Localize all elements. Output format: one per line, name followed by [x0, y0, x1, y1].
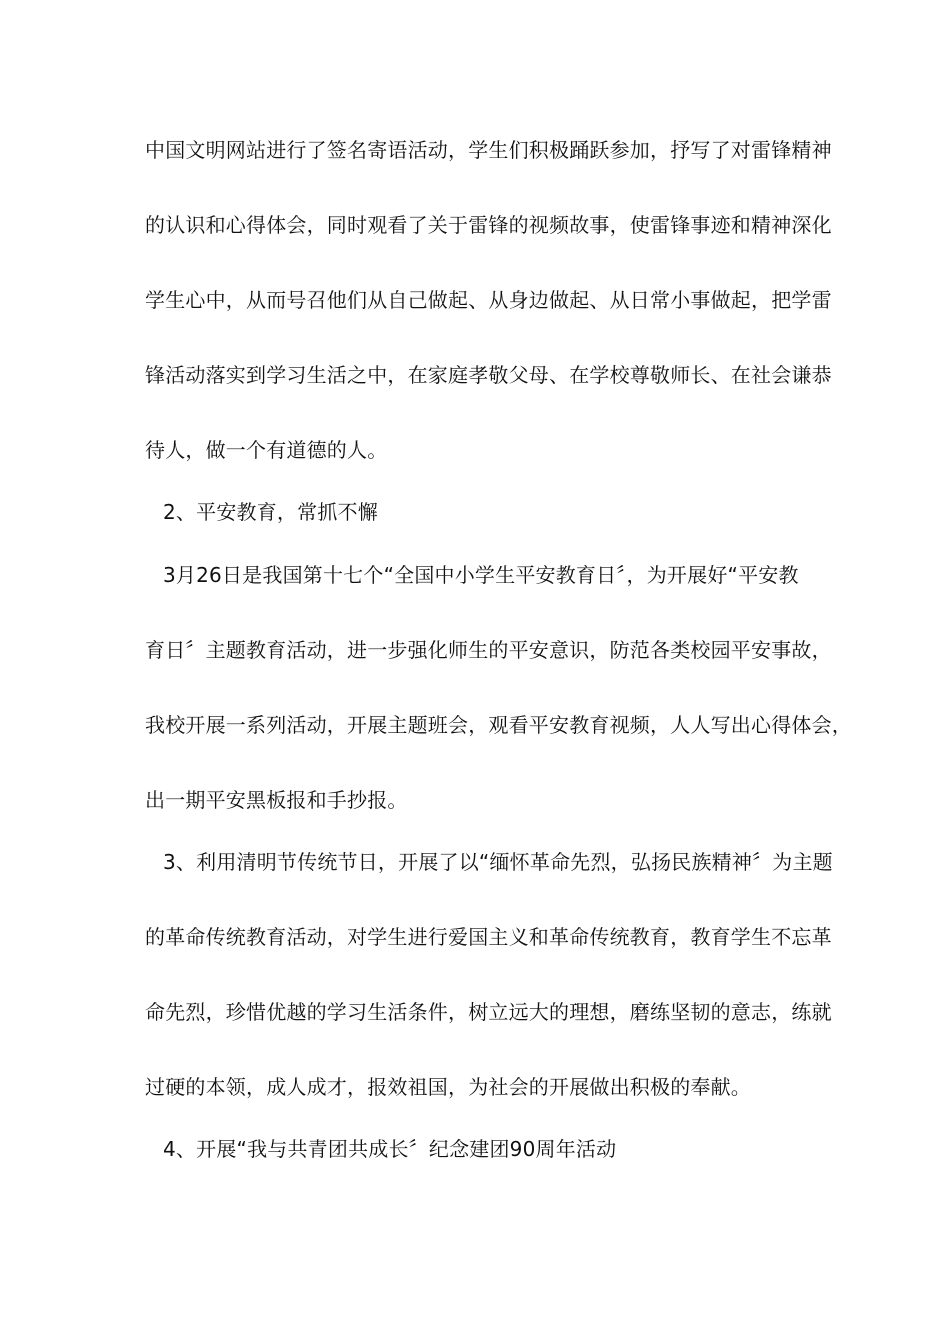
paragraph-line: 待人，做一个有道德的人。: [145, 438, 388, 462]
section-heading: 4、开展“我与共青团共成长〞纪念建团90周年活动: [163, 1137, 617, 1161]
paragraph-line: 学生心中，从而号召他们从自己做起、从身边做起、从日常小事做起，把学雷: [145, 288, 832, 312]
paragraph-line: 的革命传统教育活动，对学生进行爱国主义和革命传统教育，教育学生不忘革: [145, 925, 832, 949]
paragraph-line: 命先烈，珍惜优越的学习生活条件，树立远大的理想，磨练坚韧的意志，练就: [145, 1000, 832, 1024]
paragraph-line: 3月26日是我国第十七个“全国中小学生平安教育日〞，为开展好“平安教: [163, 563, 799, 587]
section-heading: 2、平安教育，常抓不懈: [163, 500, 378, 524]
paragraph-line: 过硬的本领，成人成才，报效祖国，为社会的开展做出积极的奉献。: [145, 1075, 751, 1099]
paragraph-line: 我校开展一系列活动，开展主题班会，观看平安教育视频，人人写出心得体会，: [145, 713, 852, 737]
paragraph-line: 锋活动落实到学习生活之中，在家庭孝敬父母、在学校尊敬师长、在社会谦恭: [145, 363, 832, 387]
paragraph-line: 的认识和心得体会，同时观看了关于雷锋的视频故事，使雷锋事迹和精神深化: [145, 213, 832, 237]
paragraph-line: 育日〞主题教育活动，进一步强化师生的平安意识，防范各类校园平安事故，: [145, 638, 832, 662]
section-heading: 3、利用清明节传统节日，开展了以“缅怀革命先烈，弘扬民族精神〞为主题: [163, 850, 833, 874]
paragraph-line: 出一期平安黑板报和手抄报。: [145, 788, 408, 812]
paragraph-line: 中国文明网站进行了签名寄语活动，学生们积极踊跃参加，抒写了对雷锋精神: [145, 138, 832, 162]
